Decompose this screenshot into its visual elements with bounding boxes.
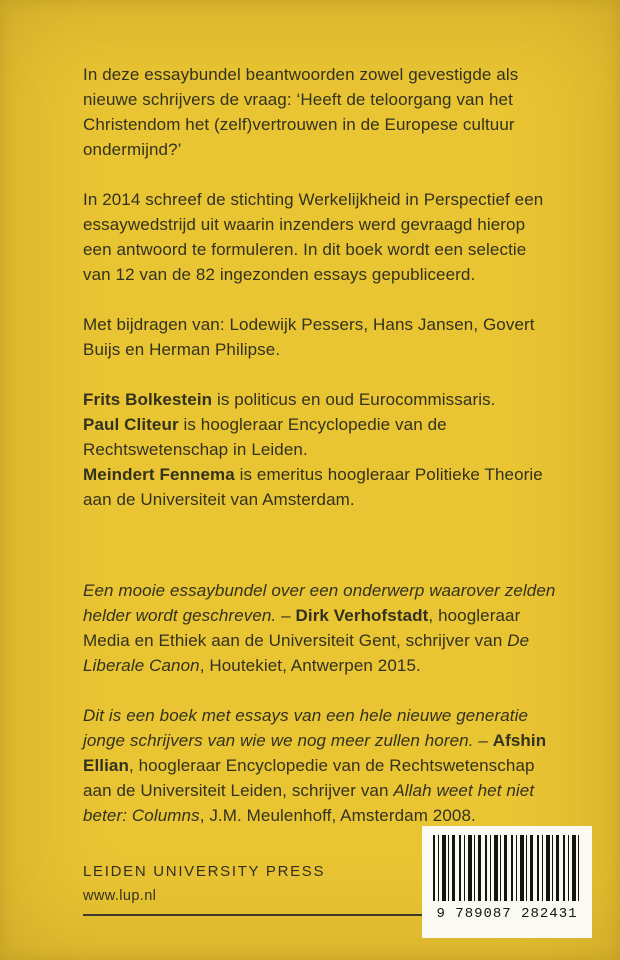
website-url: www.lup.nl xyxy=(83,888,157,904)
endorsement-quote-2 xyxy=(83,703,557,828)
endorser-name: Dirk Verhofstadt xyxy=(295,606,429,625)
endorser-work-title: De Liberale Canon xyxy=(83,631,530,675)
endorser-name: Afshin Ellian xyxy=(83,731,547,775)
endorser-work-title: Allah weet het niet beter: Columns xyxy=(83,781,535,825)
contributors-paragraph: Met bijdragen van: Lodewijk Pessers, Hans Jansen, Govert Buijs en Herman Philipse. xyxy=(83,315,535,359)
author-bio xyxy=(83,412,557,462)
author-name: Meindert Fennema xyxy=(83,465,235,484)
publisher-name: LEIDEN UNIVERSITY PRESS xyxy=(83,863,326,880)
endorser-desc: , hoogleraar Media en Ethiek aan de Universiteit Gent, schrijver van xyxy=(83,606,521,650)
quote-text: Dit is een boek met essays van een hele nieuwe generatie jonge schrijvers van wie we nog meer zullen horen. xyxy=(83,706,529,750)
quote-dash: – xyxy=(473,731,493,750)
author-bio xyxy=(83,387,557,412)
author-bio xyxy=(83,462,557,512)
barcode-number: 9 789087 282431 xyxy=(436,906,578,922)
barcode xyxy=(422,826,592,938)
quote-text: Een mooie essaybundel over een onderwerp waarover zelden helder wordt geschreven. xyxy=(83,581,556,625)
spacer xyxy=(83,536,557,578)
intro-paragraph-1: In deze essaybundel beantwoorden zowel gevestigde als nieuwe schrijvers de vraag: ‘Heeft de teloorgang van het Christendom het (zelf)vertrouwen in de Europese cultuur ondermijnd?’ xyxy=(83,65,519,159)
publisher-block xyxy=(83,863,325,904)
back-cover-text xyxy=(83,62,557,853)
author-desc: is emeritus hoogleraar Politieke Theorie aan de Universiteit van Amsterdam. xyxy=(83,465,543,509)
endorser-work-details: , J.M. Meulenhoff, Amsterdam 2008. xyxy=(199,806,476,825)
author-name: Frits Bolkestein xyxy=(83,390,213,409)
author-bios xyxy=(83,387,557,512)
endorser-work-details: , Houtekiet, Antwerpen 2015. xyxy=(199,656,421,675)
endorsement-quote-1 xyxy=(83,578,557,678)
author-desc: is politicus en oud Eurocommissaris. xyxy=(212,390,496,409)
quote-dash: – xyxy=(276,606,296,625)
author-name: Paul Cliteur xyxy=(83,415,179,434)
endorser-desc: , hoogleraar Encyclopedie van de Rechtswetenschap aan de Universiteit Leiden, schrijver van xyxy=(83,756,535,800)
barcode-bars xyxy=(433,835,581,901)
author-desc: is hoogleraar Encyclopedie van de Rechtswetenschap in Leiden. xyxy=(83,415,447,459)
intro-paragraph-2: In 2014 schreef de stichting Werkelijkheid in Perspectief een essaywedstrijd uit waarin inzenders werd gevraagd hierop een antwoord te formuleren. In dit boek wordt een selectie van 12 van de 82 ingezonden essays gepubliceerd. xyxy=(83,190,544,284)
